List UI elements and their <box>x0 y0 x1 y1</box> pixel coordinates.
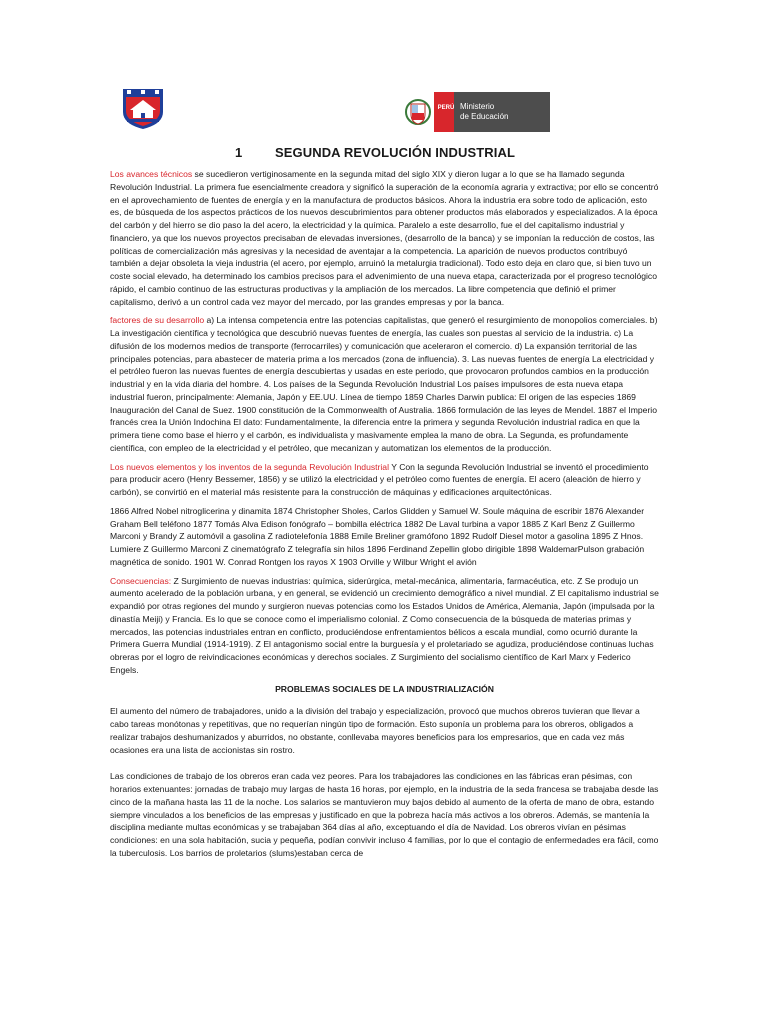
paragraph-consecuencias <box>110 575 659 677</box>
paragraph-text: se sucedieron vertiginosamente en la segunda mitad del siglo XIX y dieron lugar a lo que se ha llamado segunda Revolución Industrial. La primera fue esencialmente creadora y significó la superación de la economía agraria y extractiva; por ello se concentró en el aprovechamiento de fuentes de energía y en la manufactura de productos básicos. Ahora la industria era sobre todo de aplicación, esto es, de búsqueda de los aspectos prácticos de los nuevos descubrimientos para obtener productos más elaborados y especializados. A la época del carbón y del hierro se dio paso la del acero, la electricidad y la química. Paralelo a este desarrollo, fue el del capitalismo industrial y financiero, ya que los nuevos proyectos precisaban de elevadas inversiones, (desarrollo de la banca) y se imponían la reducción de costos, las políticas de comercialización más agresivas y la necesidad de aventajar a la competencia. La aparición de nuevos productos contribuyó también a dejar obsoleta la vieja industria (el acero, por ejemplo, arruinó la metalurgia tradicional). Todo esto deja en claro que, si bien tuvo un coste social elevado, ha determinado los cambios precisos para el advenimiento de una nueva etapa, caracterizada por el progreso tecnológico rápido, el cambio continuo de las estructuras productivas y la ampliación de los mercados. La libre competencia que definió el primer capitalismo, derivó a un control cada vez mayor del mercado, por las grandes empresas y por la banca. <box>110 169 659 307</box>
document-body <box>110 168 659 866</box>
section-heading: PROBLEMAS SOCIALES DE LA INDUSTRIALIZACIÓN <box>275 683 494 694</box>
paragraph-inventos <box>110 461 659 499</box>
ministry-name-line1: Ministerio <box>460 102 495 111</box>
title-text: SEGUNDA REVOLUCIÓN INDUSTRIAL <box>274 145 516 160</box>
paragraph-factores <box>110 314 659 454</box>
ministry-country-label: PERÚ <box>437 105 455 111</box>
paragraph-avances <box>110 168 659 308</box>
paragraph-text: Las condiciones de trabajo de los obreros eran cada vez peores. Para los trabajadores las condiciones en las fábricas eran pésimas, con horarios extenuantes: jornadas de trabajo muy largas de hasta 16 horas, por ejemplo, en la industria de la seda francesa se trabajaba desde las cinco de la mañana hasta las 11 de la noche. Los salarios se mantuvieron muy bajos debido al aumento de la oferta de mano de obra, estando siempre vinculados a los beneficios de las empresas y justificado en que la pobreza hacía más activos a los obreros. Además, se mantenía la disciplina mediante multas económicas y se trabajaban 364 días al año, exceptuando el día de Navidad. Los obreros vivían en pésimas condiciones: en una sola habitación, sucia y pequeña, podían convivir incluso 4 familias, por lo que el contagio de enfermedades era fácil, como la tuberculosis. Los barrios de proletarios (slums)estaban cerca de <box>110 771 659 858</box>
ministry-logo <box>404 92 550 132</box>
paragraph-timeline <box>110 505 659 569</box>
title-number: 1 <box>234 145 243 160</box>
ministry-name-line2: de Educación <box>460 112 509 121</box>
paragraph-lead: Los avances técnicos <box>110 169 193 179</box>
page-title <box>0 145 768 160</box>
paragraph-problemas <box>110 705 659 756</box>
paragraph-condiciones <box>110 770 659 859</box>
paragraph-lead: Los nuevos elementos y los inventos de la segunda Revolución Industrial <box>110 461 389 472</box>
paragraph-lead: Consecuencias: <box>110 575 172 586</box>
paragraph-lead: factores de su desarrollo <box>110 315 205 326</box>
paragraph-text: a) La intensa competencia entre las potencias capitalistas, que generó el resurgimiento de monopolios comerciales. b) La investigación científica y tecnológica que descubrió nuevas fuentes de energía, las cuales son puestas al servicio de la industria. c) La difusión de los modernos medios de transporte (ferrocarriles) y comunicación que aceleraron el comercio. d) La expansión territorial de las principales potencias, para abastecer de materia prima a los mercados (zona de influencia). 3. Las nuevas fuentes de energía La electricidad y el petróleo fueron las nuevas fuentes de energía descubiertas y usadas en este periodo, que provocaron profundos cambios en la producción industrial y en la vida diaria del hombre. 4. Los países de la Segunda Revolución Industrial Los países impulsores de esta nueva etapa industrial fueron, principalmente: Alemania, Japón y EE.UU. Línea de tiempo 1859 Charles Darwin publica: El origen de las especies 1869 Inauguración del Canal de Suez. 1900 constitución de la Commonwealth of Australia. 1866 formulación de las leyes de Mendel. 1887 el Imperio francés crea la Unión Indochina El dato: Fundamentalmente, la diferencia entre la primera y segunda Revolución industrial radica en que la primera tiene como base el hierro y el carbón, es individualista y masivamente emplea la mano de obra. La Segunda, es profundamente científica, con empleo de la electricidad y el petróleo, que mecanizan y automatizan los elementos de la producción. <box>110 315 658 453</box>
paragraph-text: Z Surgimiento de nuevas industrias: química, siderúrgica, metal-mecánica, alimentaria, farmacéutica, etc. Z Se produjo un aumento acelerado de la población urbana, y en general, se evidenció un crecimiento demográfico a nivel mundial. Z El capitalismo industrial se expandió por otras regiones del mundo y surgieron nuevas potencias como los Estados Unidos de América, Alemania, Japón (impulsada por la dinastía Meiji) y Francia. Es lo que se conoce como el imperialismo colonial. Z Como consecuencia de la búsqueda de materias primas y mercados, las potencias industriales entran en conflicto, produciéndose enfrentamientos bélicos a escala mundial, como ocurrió durante la Primera Guerra Mundial (1914-1919). Z El antagonismo social entre la burguesía y el proletariado se agudiza, produciéndose continuas luchas obreras por el logro de reivindicaciones económicas y derechos sociales. Z Surgimiento del socialismo científico de Karl Marx y Federico Engels. <box>110 575 659 675</box>
paragraph-text: 1866 Alfred Nobel nitroglicerina y dinamita 1874 Christopher Sholes, Carlos Glidden y Samuel W. Soule máquina de escribir 1876 Alexander Graham Bell teléfono 1877 Tomás Alva Edison fonógrafo – bombilla eléctrica 1882 De Laval turbina a vapor 1885 Z Karl Benz Z Guillermo Marconi y Brandy Z automóvil a gasolina Z radiotelefonía 1888 Emile Breliner gramófono 1892 Rudolf Diesel motor a gasolina 1895 Z Hnos. Lumiere Z Guillermo Marconi Z cinematógrafo Z telegrafía sin hilos 1896 Ferdinand Zepellin globo dirigible 1898 WaldemarPulson grabación magnética de sonido. 1901 W. Conrad Rontgen los rayos X 1903 Orville y Wilbur Wright el avión <box>110 505 645 567</box>
paragraph-text: El aumento del número de trabajadores, unido a la división del trabajo y especialización, provocó que muchos obreros tuvieran que llevar a cabo tareas monótonas y repetitivas, que no requerían ningún tipo de formación. Esto suponía un problema para los obreros, obligados a realizar trabajos deshumanizados y aburridos, no obstante, conllevaba mayores beneficios para los empresarios, que en cada vez más ocasiones era una lista de accionistas sin rostro. <box>110 706 640 755</box>
paragraph-text: Y Con la segunda Revolución Industrial se inventó el procedimiento para producir acero (Henry Bessemer, 1856) y se utilizó la electricidad y el petróleo como fuentes de energía. El acero (aleación de hierro y carbón), se convirtió en el material más resistente para la construcción de máquinas y edificaciones arquitectónicas. <box>110 461 649 497</box>
school-crest-icon <box>121 86 165 130</box>
